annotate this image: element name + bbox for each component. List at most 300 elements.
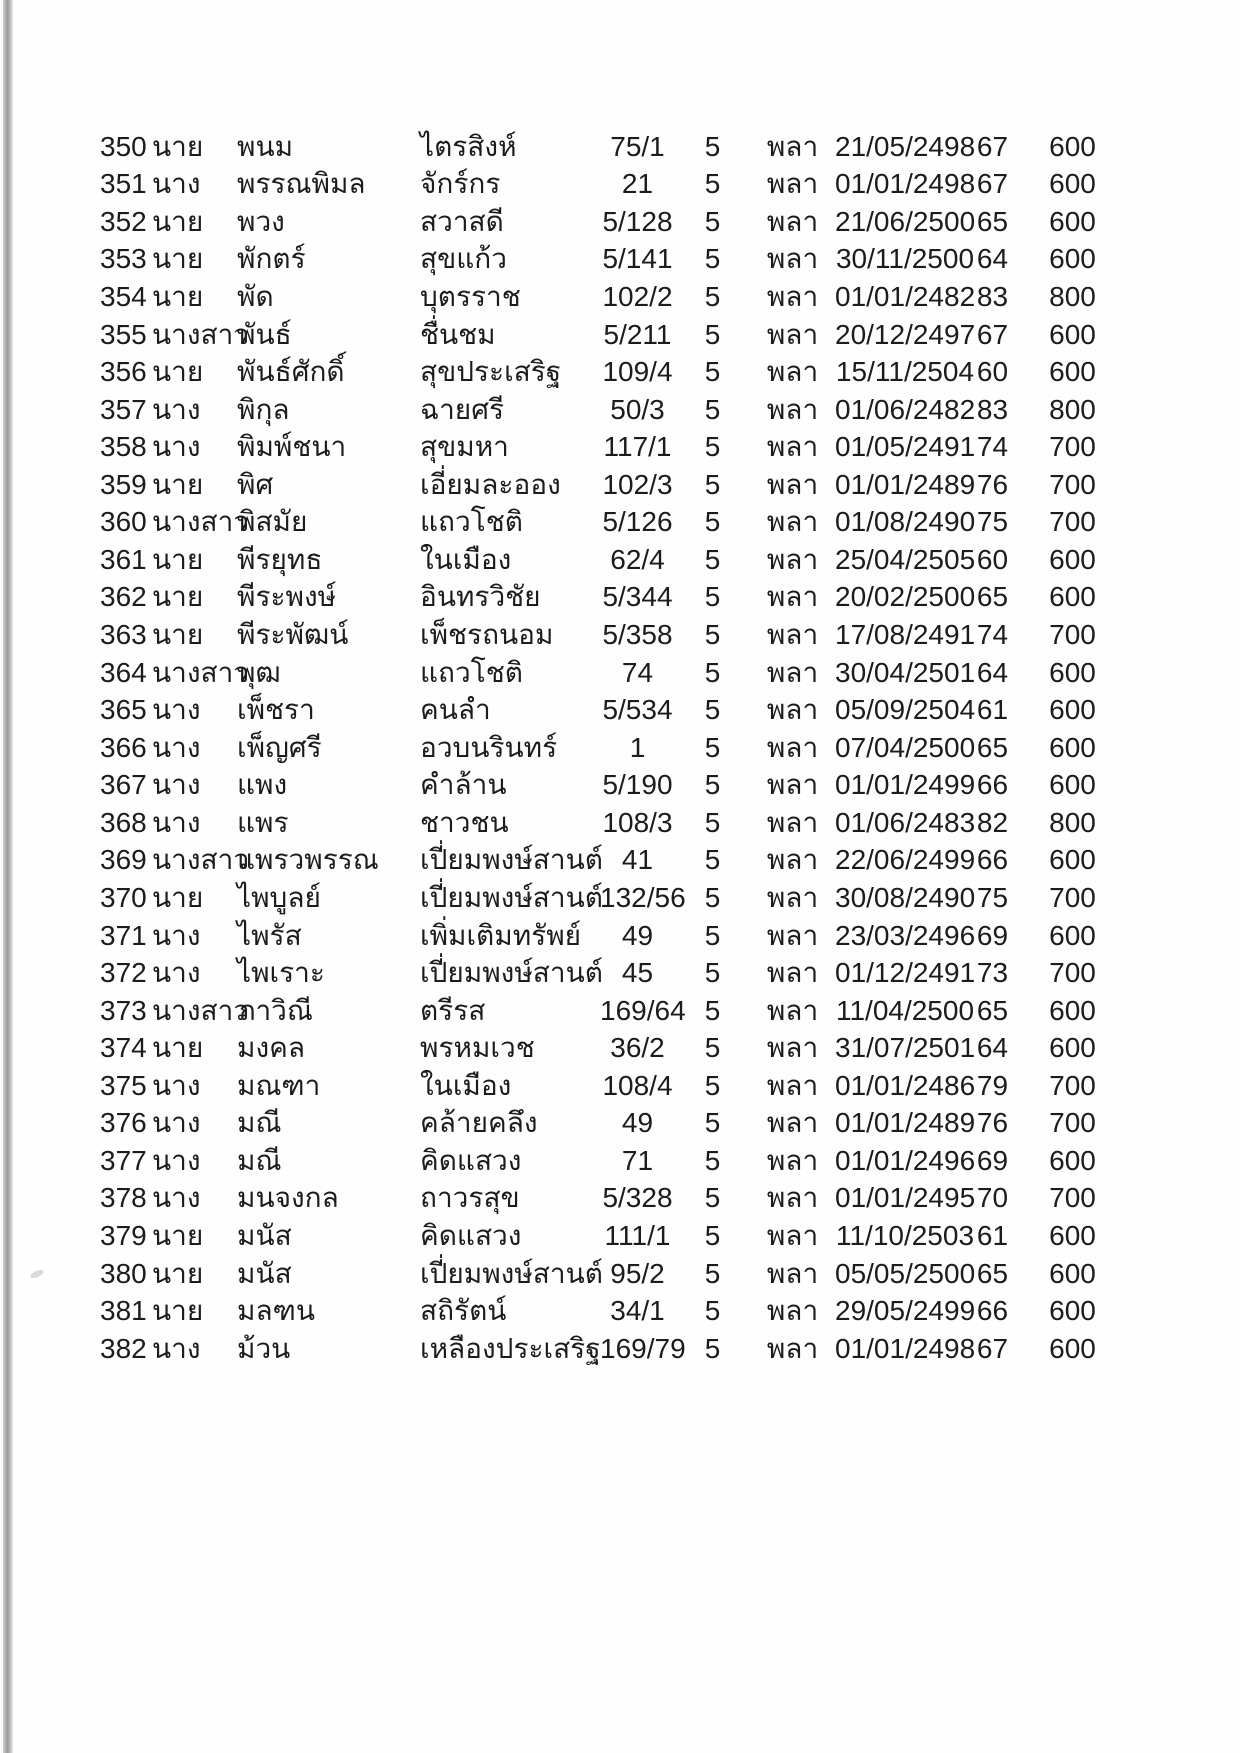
village-number: 5 — [704, 619, 721, 650]
subdistrict: พลา — [766, 1220, 819, 1251]
first-name: มลฑน — [237, 1295, 315, 1327]
title-prefix: นาง — [152, 806, 201, 838]
last-name: ตรีรส — [420, 994, 486, 1026]
age: 67 — [976, 1332, 1009, 1364]
title-prefix: นาย — [152, 468, 204, 500]
birth-date: 01/01/2486 — [835, 1069, 976, 1101]
title-prefix: นาย — [152, 619, 204, 650]
roster-table — [100, 128, 1135, 1368]
row-number: 362 — [100, 581, 147, 613]
age: 67 — [976, 318, 1009, 350]
house-number: 169/64 — [600, 994, 686, 1026]
amount: 600 — [1049, 1257, 1096, 1289]
village-number: 5 — [704, 318, 721, 350]
amount: 600 — [1049, 769, 1096, 801]
house-number: 5/344 — [602, 581, 673, 613]
house-number: 111/1 — [604, 1220, 671, 1251]
subdistrict: พลา — [766, 1295, 819, 1327]
village-number: 5 — [704, 1295, 721, 1327]
row-number: 372 — [100, 957, 147, 989]
subdistrict: พลา — [766, 1032, 819, 1064]
subdistrict: พลา — [766, 168, 819, 200]
village-number: 5 — [704, 919, 721, 951]
age: 61 — [976, 1220, 1009, 1251]
amount: 600 — [1049, 581, 1096, 613]
first-name: ไพเราะ — [237, 957, 325, 989]
house-number: 5/534 — [602, 694, 673, 726]
table-row — [100, 804, 1135, 842]
subdistrict: พลา — [766, 1107, 819, 1139]
first-name: พิศ — [237, 468, 274, 500]
table-row — [100, 1217, 1135, 1255]
title-prefix: นาย — [152, 356, 204, 388]
age: 64 — [976, 1032, 1009, 1064]
table-row — [100, 842, 1135, 880]
last-name: ถาวรสุข — [420, 1182, 520, 1214]
row-number: 352 — [100, 205, 147, 237]
age: 69 — [976, 1144, 1009, 1176]
last-name: เปี่ยมพงษ์สานต์ — [420, 844, 603, 876]
house-number: 108/4 — [602, 1069, 673, 1101]
birth-date: 01/06/2483 — [835, 806, 976, 838]
house-number: 95/2 — [610, 1257, 665, 1289]
age: 75 — [976, 881, 1009, 913]
first-name: เพ็ชรา — [237, 694, 315, 726]
row-number: 355 — [100, 318, 147, 350]
last-name: แถวโชติ — [420, 656, 523, 688]
table-row — [100, 1142, 1135, 1180]
table-row — [100, 1180, 1135, 1218]
last-name: พรหมเวช — [420, 1032, 535, 1064]
subdistrict: พลา — [766, 694, 819, 726]
village-number: 5 — [704, 356, 721, 388]
table-row — [100, 579, 1135, 617]
row-number: 367 — [100, 769, 147, 801]
house-number: 5/190 — [602, 769, 673, 801]
title-prefix: นาย — [152, 543, 204, 575]
first-name: พิมพ์ชนา — [237, 431, 347, 463]
house-number: 50/3 — [610, 393, 665, 425]
age: 64 — [976, 656, 1009, 688]
village-number: 5 — [704, 1107, 721, 1139]
birth-date: 15/11/2504 — [835, 356, 975, 388]
row-number: 360 — [100, 506, 147, 538]
amount: 600 — [1049, 1295, 1096, 1327]
birth-date: 17/08/2491 — [835, 619, 976, 650]
row-number: 354 — [100, 280, 147, 312]
row-number: 366 — [100, 731, 147, 763]
house-number: 45 — [621, 957, 654, 989]
title-prefix: นาง — [152, 431, 201, 463]
subdistrict: พลา — [766, 468, 819, 500]
table-row — [100, 1292, 1135, 1330]
table-row — [100, 316, 1135, 354]
last-name: คล้ายคลึง — [420, 1107, 538, 1139]
last-name: เพิ่มเติมทรัพย์ — [420, 919, 582, 951]
village-number: 5 — [704, 957, 721, 989]
age: 67 — [976, 130, 1009, 162]
first-name: มนัส — [237, 1220, 292, 1251]
age: 65 — [976, 994, 1009, 1026]
first-name: ไพรัส — [237, 919, 302, 951]
first-name: พักตร์ — [237, 243, 306, 275]
amount: 800 — [1049, 393, 1096, 425]
title-prefix: นาง — [152, 1332, 201, 1364]
birth-date: 01/01/2495 — [835, 1182, 976, 1214]
amount: 600 — [1049, 356, 1096, 388]
title-prefix: นาง — [152, 1182, 201, 1214]
last-name: อวบนรินทร์ — [420, 731, 558, 763]
age: 65 — [976, 581, 1009, 613]
row-number: 353 — [100, 243, 147, 275]
house-number: 74 — [621, 656, 654, 688]
table-row — [100, 917, 1135, 955]
last-name: คำล้าน — [420, 769, 507, 801]
last-name: เอี่ยมละออง — [420, 468, 561, 500]
amount: 600 — [1049, 919, 1096, 951]
last-name: แถวโชติ — [420, 506, 523, 538]
first-name: ภาวิณี — [237, 994, 313, 1026]
age: 74 — [976, 619, 1009, 650]
first-name: ไพบูลย์ — [237, 881, 321, 913]
subdistrict: พลา — [766, 619, 819, 650]
subdistrict: พลา — [766, 581, 819, 613]
row-number: 371 — [100, 919, 147, 951]
last-name: คิดแสวง — [420, 1220, 522, 1251]
village-number: 5 — [704, 1032, 721, 1064]
village-number: 5 — [704, 468, 721, 500]
table-row — [100, 241, 1135, 279]
village-number: 5 — [704, 769, 721, 801]
amount: 600 — [1049, 543, 1096, 575]
house-number: 5/211 — [603, 318, 672, 350]
subdistrict: พลา — [766, 543, 819, 575]
village-number: 5 — [704, 243, 721, 275]
title-prefix: นาง — [152, 1107, 201, 1139]
title-prefix: นาง — [152, 168, 201, 200]
age: 65 — [976, 205, 1009, 237]
village-number: 5 — [704, 393, 721, 425]
amount: 600 — [1049, 168, 1096, 200]
title-prefix: นาย — [152, 1257, 204, 1289]
row-number: 363 — [100, 619, 147, 650]
row-number: 370 — [100, 881, 147, 913]
table-row — [100, 654, 1135, 692]
village-number: 5 — [704, 731, 721, 763]
village-number: 5 — [704, 1144, 721, 1176]
table-row — [100, 541, 1135, 579]
first-name: พัด — [237, 280, 274, 312]
last-name: จักร์กร — [420, 168, 501, 200]
row-number: 357 — [100, 393, 147, 425]
village-number: 5 — [704, 1257, 721, 1289]
age: 74 — [976, 431, 1009, 463]
table-row — [100, 1067, 1135, 1105]
birth-date: 23/03/2496 — [835, 919, 976, 951]
birth-date: 01/06/2482 — [835, 393, 976, 425]
row-number: 374 — [100, 1032, 147, 1064]
first-name: มนจงกล — [237, 1182, 339, 1214]
amount: 700 — [1049, 881, 1096, 913]
age: 75 — [976, 506, 1009, 538]
subdistrict: พลา — [766, 130, 819, 162]
first-name: มณฑา — [237, 1069, 321, 1101]
subdistrict: พลา — [766, 919, 819, 951]
house-number: 5/358 — [602, 619, 673, 650]
age: 83 — [976, 280, 1009, 312]
birth-date: 01/01/2489 — [835, 1107, 976, 1139]
row-number: 376 — [100, 1107, 147, 1139]
village-number: 5 — [704, 656, 721, 688]
title-prefix: นาย — [152, 243, 204, 275]
village-number: 5 — [704, 844, 721, 876]
subdistrict: พลา — [766, 1332, 819, 1364]
house-number: 109/4 — [602, 356, 673, 388]
last-name: ไตรสิงห์ — [420, 130, 517, 162]
amount: 600 — [1049, 694, 1096, 726]
amount: 700 — [1049, 431, 1096, 463]
title-prefix: นาย — [152, 1032, 204, 1064]
row-number: 358 — [100, 431, 147, 463]
village-number: 5 — [704, 1220, 721, 1251]
village-number: 5 — [704, 431, 721, 463]
subdistrict: พลา — [766, 506, 819, 538]
amount: 700 — [1049, 1069, 1096, 1101]
subdistrict: พลา — [766, 243, 819, 275]
last-name: ชาวชน — [420, 806, 509, 838]
amount: 600 — [1049, 1032, 1096, 1064]
last-name: เปี่ยมพงษ์สานต์ — [420, 1257, 603, 1289]
table-row — [100, 616, 1135, 654]
age: 64 — [976, 243, 1009, 275]
first-name: แพรวพรรณ — [237, 844, 379, 876]
house-number: 49 — [621, 919, 654, 951]
age: 76 — [976, 1107, 1009, 1139]
title-prefix: นาย — [152, 581, 204, 613]
last-name: ฉายศรี — [420, 393, 505, 425]
row-number: 378 — [100, 1182, 147, 1214]
age: 61 — [976, 694, 1009, 726]
house-number: 117/1 — [603, 431, 672, 463]
house-number: 102/3 — [602, 468, 673, 500]
birth-date: 01/01/2498 — [835, 1332, 976, 1364]
table-row — [100, 691, 1135, 729]
row-number: 381 — [100, 1295, 147, 1327]
row-number: 350 — [100, 130, 147, 162]
birth-date: 05/05/2500 — [835, 1257, 976, 1289]
table-row — [100, 504, 1135, 542]
first-name: พิกุล — [237, 393, 290, 425]
table-row — [100, 391, 1135, 429]
row-number: 368 — [100, 806, 147, 838]
row-number: 373 — [100, 994, 147, 1026]
first-name: เพ็ญศรี — [237, 731, 322, 763]
age: 69 — [976, 919, 1009, 951]
title-prefix: นางสาว — [152, 844, 250, 876]
birth-date: 30/08/2490 — [835, 881, 976, 913]
last-name: เปี่ยมพงษ์สานต์ — [420, 957, 603, 989]
table-row — [100, 353, 1135, 391]
amount: 600 — [1049, 994, 1096, 1026]
table-row — [100, 166, 1135, 204]
subdistrict: พลา — [766, 1069, 819, 1101]
amount: 600 — [1049, 731, 1096, 763]
age: 60 — [976, 356, 1009, 388]
table-row — [100, 729, 1135, 767]
title-prefix: นาย — [152, 881, 204, 913]
subdistrict: พลา — [766, 356, 819, 388]
age: 67 — [976, 168, 1009, 200]
subdistrict: พลา — [766, 957, 819, 989]
village-number: 5 — [704, 205, 721, 237]
house-number: 5/328 — [602, 1182, 673, 1214]
last-name: ในเมือง — [420, 1069, 512, 1101]
birth-date: 11/04/2500 — [835, 994, 975, 1026]
subdistrict: พลา — [766, 656, 819, 688]
house-number: 75/1 — [610, 130, 665, 162]
amount: 600 — [1049, 205, 1096, 237]
last-name: บุตรราช — [420, 280, 521, 312]
amount: 600 — [1049, 844, 1096, 876]
title-prefix: นาง — [152, 1069, 201, 1101]
birth-date: 30/11/2500 — [835, 243, 975, 275]
row-number: 380 — [100, 1257, 147, 1289]
subdistrict: พลา — [766, 994, 819, 1026]
house-number: 1 — [629, 731, 646, 763]
house-number: 36/2 — [610, 1032, 665, 1064]
first-name: พีระพงษ์ — [237, 581, 337, 613]
house-number: 71 — [621, 1144, 654, 1176]
village-number: 5 — [704, 1182, 721, 1214]
title-prefix: นาง — [152, 731, 201, 763]
title-prefix: นางสาว — [152, 318, 250, 350]
age: 76 — [976, 468, 1009, 500]
scan-speck-artifact — [29, 1268, 44, 1279]
subdistrict: พลา — [766, 844, 819, 876]
house-number: 49 — [621, 1107, 654, 1139]
amount: 700 — [1049, 957, 1096, 989]
table-row — [100, 203, 1135, 241]
birth-date: 05/09/2504 — [835, 694, 976, 726]
last-name: สถิรัตน์ — [420, 1295, 507, 1327]
house-number: 102/2 — [602, 280, 673, 312]
birth-date: 07/04/2500 — [835, 731, 976, 763]
row-number: 382 — [100, 1332, 147, 1364]
title-prefix: นางสาว — [152, 656, 250, 688]
village-number: 5 — [704, 280, 721, 312]
table-row — [100, 429, 1135, 467]
amount: 600 — [1049, 656, 1096, 688]
last-name: คนลำ — [420, 694, 491, 726]
house-number: 21 — [621, 168, 654, 200]
last-name: สุขมหา — [420, 431, 509, 463]
title-prefix: นางสาว — [152, 994, 250, 1026]
first-name: มณี — [237, 1144, 282, 1176]
house-number: 108/3 — [602, 806, 673, 838]
table-row — [100, 992, 1135, 1030]
title-prefix: นาง — [152, 957, 201, 989]
table-row — [100, 767, 1135, 805]
birth-date: 01/01/2496 — [835, 1144, 976, 1176]
row-number: 351 — [100, 168, 147, 200]
title-prefix: นาย — [152, 280, 204, 312]
subdistrict: พลา — [766, 769, 819, 801]
amount: 600 — [1049, 243, 1096, 275]
first-name: พนม — [237, 130, 294, 162]
title-prefix: นาย — [152, 205, 204, 237]
last-name: สวาสดี — [420, 205, 504, 237]
house-number: 34/1 — [610, 1295, 665, 1327]
age: 82 — [976, 806, 1009, 838]
amount: 700 — [1049, 506, 1096, 538]
first-name: พวง — [237, 205, 285, 237]
table-row — [100, 278, 1135, 316]
amount: 700 — [1049, 468, 1096, 500]
house-number: 5/141 — [602, 243, 673, 275]
table-row — [100, 466, 1135, 504]
age: 66 — [976, 769, 1009, 801]
amount: 700 — [1049, 1107, 1096, 1139]
birth-date: 01/01/2482 — [835, 280, 976, 312]
birth-date: 31/07/2501 — [835, 1032, 976, 1064]
birth-date: 21/06/2500 — [835, 205, 976, 237]
last-name: สุขแก้ว — [420, 243, 507, 275]
row-number: 356 — [100, 356, 147, 388]
birth-date: 01/08/2490 — [835, 506, 976, 538]
village-number: 5 — [704, 130, 721, 162]
title-prefix: นาย — [152, 130, 204, 162]
subdistrict: พลา — [766, 1182, 819, 1214]
first-name: พันธ์ — [237, 318, 292, 350]
title-prefix: นาง — [152, 919, 201, 951]
title-prefix: นาย — [152, 1295, 204, 1327]
first-name: ม้วน — [237, 1332, 291, 1364]
last-name: ในเมือง — [420, 543, 512, 575]
first-name: พิสมัย — [237, 506, 308, 538]
first-name: มณี — [237, 1107, 282, 1139]
village-number: 5 — [704, 581, 721, 613]
row-number: 377 — [100, 1144, 147, 1176]
subdistrict: พลา — [766, 1257, 819, 1289]
village-number: 5 — [704, 168, 721, 200]
row-number: 375 — [100, 1069, 147, 1101]
last-name: อินทรวิชัย — [420, 581, 541, 613]
first-name: พรรณพิมล — [237, 168, 366, 200]
last-name: เปี่ยมพงษ์สานต์ — [420, 881, 603, 913]
house-number: 132/56 — [600, 881, 686, 913]
subdistrict: พลา — [766, 318, 819, 350]
age: 66 — [976, 1295, 1009, 1327]
subdistrict: พลา — [766, 431, 819, 463]
last-name: คิดแสวง — [420, 1144, 522, 1176]
table-row — [100, 879, 1135, 917]
age: 70 — [976, 1182, 1009, 1214]
table-row — [100, 1105, 1135, 1143]
row-number: 364 — [100, 656, 147, 688]
age: 65 — [976, 731, 1009, 763]
birth-date: 01/12/2491 — [835, 957, 976, 989]
amount: 600 — [1049, 130, 1096, 162]
birth-date: 30/04/2501 — [835, 656, 976, 688]
subdistrict: พลา — [766, 1144, 819, 1176]
last-name: เพ็ชรถนอม — [420, 619, 554, 650]
birth-date: 29/05/2499 — [835, 1295, 976, 1327]
age: 83 — [976, 393, 1009, 425]
subdistrict: พลา — [766, 731, 819, 763]
age: 66 — [976, 844, 1009, 876]
row-number: 361 — [100, 543, 147, 575]
village-number: 5 — [704, 994, 721, 1026]
